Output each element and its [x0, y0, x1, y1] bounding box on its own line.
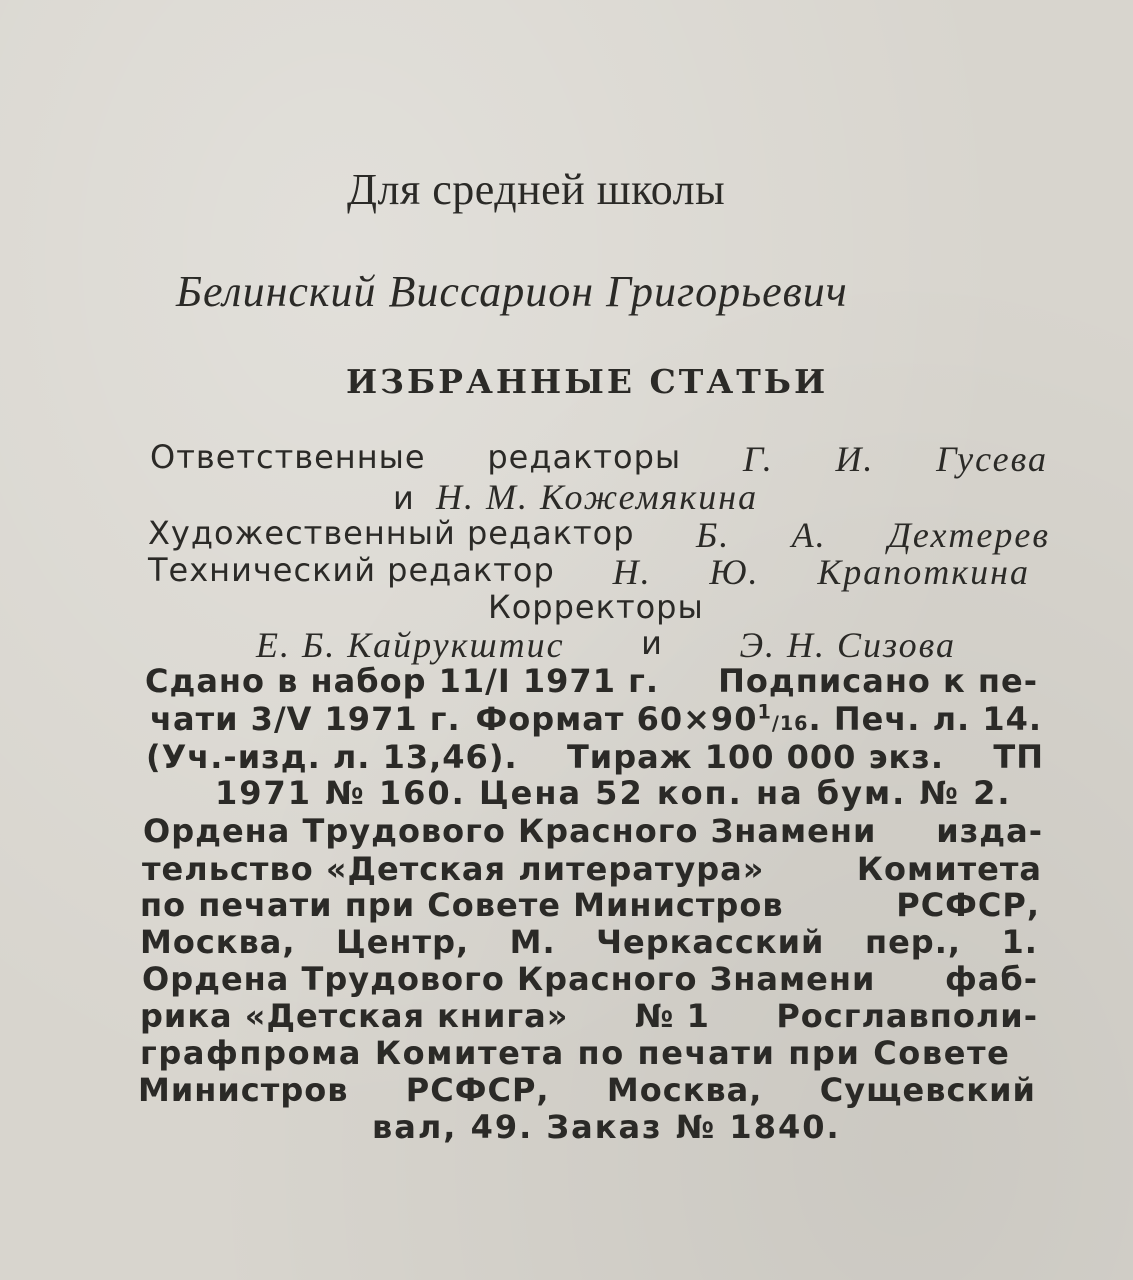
imprint-publisher-hyphen: изда- [936, 812, 1043, 850]
second-editor-name: Н. М. Кожемякина [435, 477, 759, 517]
imprint-line-10 [140, 997, 1038, 1035]
imprint-format-sup: 1 [757, 700, 772, 724]
imprint-street-2: Сущевский [819, 1071, 1036, 1109]
tech-editor-initial-1: Н. [612, 552, 652, 592]
author-name: Белинский Виссарион Григорьевич [176, 267, 848, 316]
imprint-district: Центр, [336, 923, 470, 961]
tech-editor-line [148, 551, 1030, 593]
imprint-rosglav: Росглавполи- [776, 997, 1038, 1035]
tech-editor-surname: Крапоткина [817, 552, 1030, 592]
imprint-sheets: . Печ. л. 14. [808, 700, 1042, 738]
imprint-rsfsr: РСФСР, [896, 886, 1040, 924]
responsible-editors-label: Ответственные [150, 438, 426, 476]
art-editor-surname: Дехтерев [888, 515, 1050, 555]
imprint-committee: Комитета [856, 850, 1042, 888]
imprint-house: 1. [1001, 923, 1038, 961]
proofreaders-label: Корректоры [488, 588, 704, 626]
art-editor-initial-1: Б. [695, 515, 731, 555]
responsible-editors-label-2: редакторы [487, 438, 682, 476]
proofreaders-conjunction: и [641, 624, 663, 662]
imprint-signed-label: Подписано к пе- [718, 662, 1038, 700]
book-title: ИЗБРАННЫЕ СТАТЬИ [346, 362, 829, 401]
imprint-moscow-2: Москва, [606, 1071, 763, 1109]
editor-initial-2: И. [835, 439, 875, 479]
proofreader-2: Э. Н. Сизова [739, 625, 956, 665]
imprint-typeset-date: Сдано в набор 11/I 1971 г. [145, 662, 659, 700]
art-editor-initial-2: А. [791, 515, 827, 555]
imprint-line-2 [150, 700, 1042, 738]
imprint-line-13: вал, 49. Заказ № 1840. [372, 1108, 841, 1146]
imprint-line-3 [146, 738, 1044, 776]
imprint-factory-number: № 1 [634, 997, 710, 1035]
imprint-line-5 [143, 812, 1043, 850]
art-editor-label: Художественный редактор [148, 514, 635, 552]
imprint-print-date: чати 3/V 1971 г. [150, 700, 461, 738]
imprint-format-sub: /16 [771, 712, 809, 735]
imprint-factory-name: рика «Детская книга» [140, 997, 569, 1035]
art-editor-line [148, 514, 1050, 556]
imprint-street-m: М. [509, 923, 556, 961]
imprint-lane: пер., [864, 923, 961, 961]
imprint-line-12 [138, 1071, 1036, 1109]
tech-editor-label: Технический редактор [148, 551, 555, 589]
imprint-print-run: Тираж 100 000 экз. [566, 738, 945, 776]
imprint-line-8 [140, 923, 1038, 961]
conjunction: и [393, 479, 415, 517]
editor-initial-1: Г. [742, 439, 774, 479]
imprint-city: Москва, [140, 923, 296, 961]
imprint-line-4: 1971 № 160. Цена 52 коп. на бум. № 2. [215, 774, 1012, 812]
editor-surname: Гусева [936, 439, 1048, 479]
second-editor-line [393, 476, 758, 518]
tech-editor-initial-2: Ю. [709, 552, 760, 592]
imprint-factory-order: Ордена Трудового Красного Знамени [142, 960, 876, 998]
imprint-format-label: Формат 60×90 [475, 700, 758, 738]
imprint-line-6 [142, 850, 1042, 888]
imprint-line-7 [140, 886, 1040, 924]
proofreaders-line [256, 624, 956, 666]
imprint-ministers: Министров [138, 1071, 349, 1109]
responsible-editors-line [150, 438, 1048, 480]
series-line: Для средней школы [347, 165, 726, 214]
imprint-publisher-sheets: (Уч.-изд. л. 13,46). [146, 738, 518, 776]
imprint-publisher-name: тельство «Детская литература» [142, 850, 765, 888]
imprint-line-11: графпрома Комитета по печати при Совете [140, 1034, 1011, 1072]
imprint-rsfsr-2: РСФСР, [405, 1071, 550, 1109]
imprint-tp: ТП [993, 738, 1044, 776]
imprint-street-name: Черкасский [596, 923, 825, 961]
imprint-line-1 [145, 662, 1038, 700]
imprint-factory-hyphen: фаб- [945, 960, 1038, 998]
imprint-format [476, 700, 1042, 738]
imprint-council: по печати при Совете Министров [140, 886, 784, 924]
imprint-order-text: Ордена Трудового Красного Знамени [143, 812, 877, 850]
proofreader-1: Е. Б. Кайрукштис [256, 625, 565, 665]
imprint-line-9 [142, 960, 1038, 998]
